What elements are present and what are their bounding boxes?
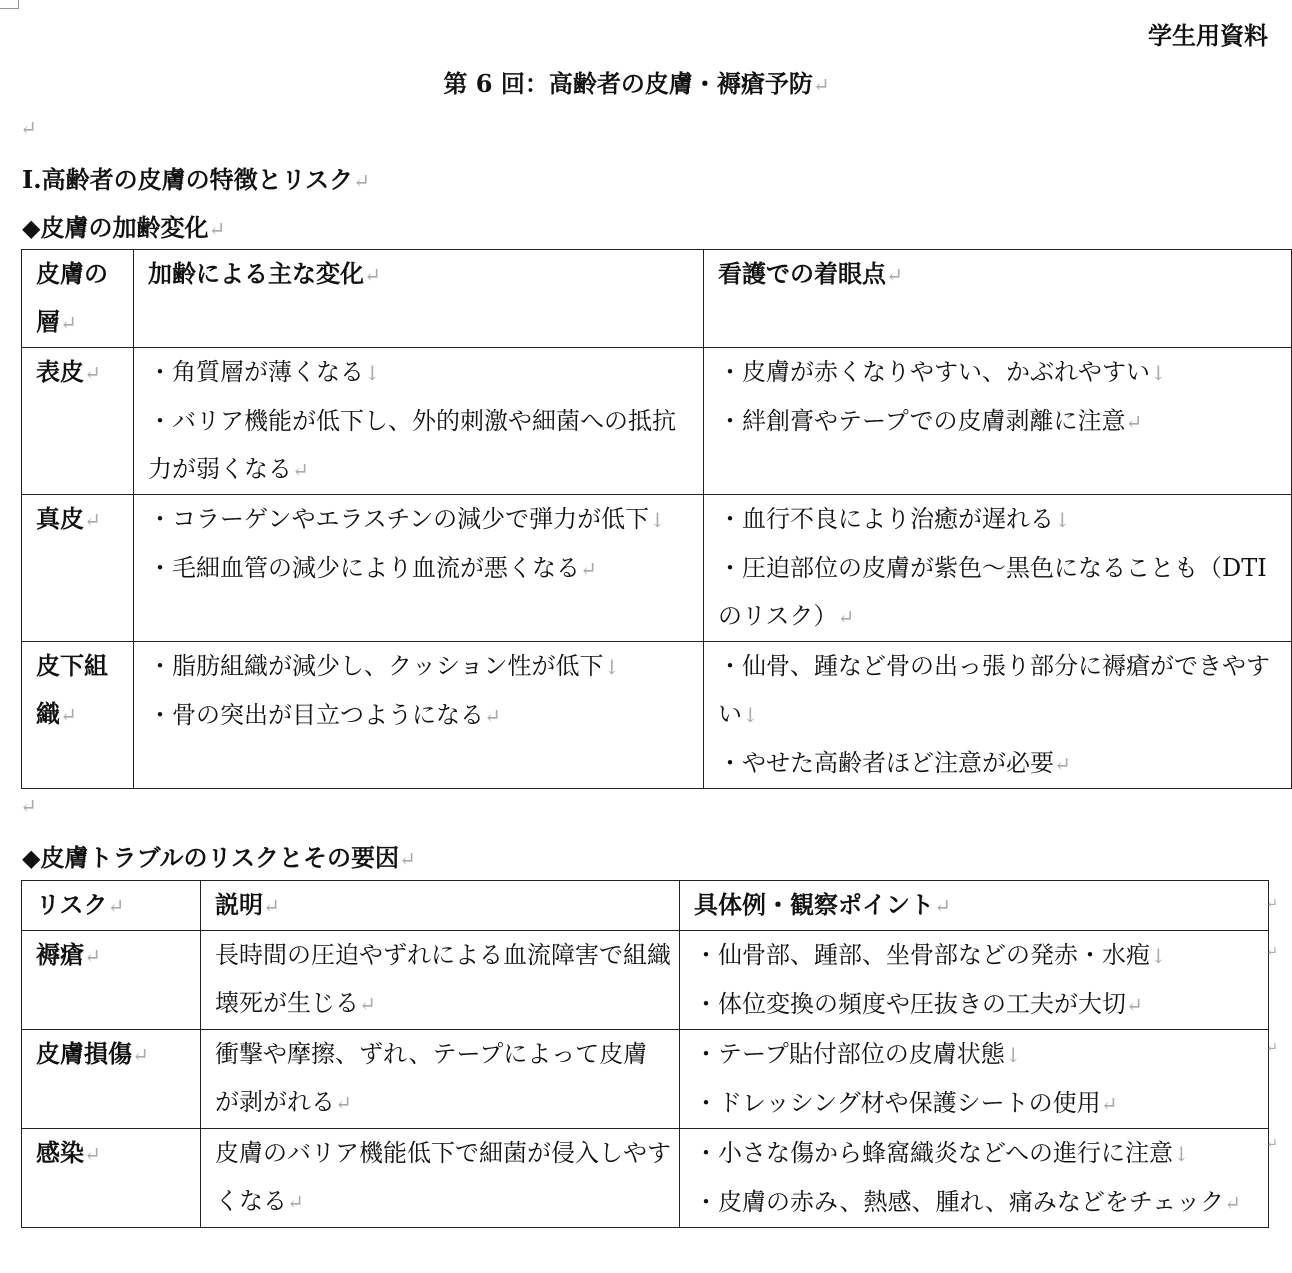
- paragraph-mark: ↵: [1224, 1191, 1241, 1215]
- subheading-skin-aging: [22, 208, 225, 243]
- line-break-mark: ↓: [1150, 361, 1167, 385]
- skin-aging-table: [21, 249, 1292, 789]
- header-aging-changes: [134, 250, 704, 348]
- paragraph-mark: ↵: [84, 361, 101, 385]
- aging-change-text: ・角質層が薄くなる: [148, 358, 364, 386]
- aging-change-text: ・脂肪組織が減少し、クッション性が低下: [148, 652, 604, 680]
- observation-point-text: ・テープ貼付部位の皮膚状態: [694, 1040, 1005, 1068]
- aging-change-line: [148, 642, 695, 691]
- aging-changes-cell: [134, 348, 704, 495]
- table-row: [22, 348, 1292, 495]
- paragraph-mark: ↵: [364, 263, 381, 287]
- document-label: [1148, 16, 1268, 51]
- paragraph-mark: ↵: [359, 992, 376, 1016]
- row-end-mark: ↵: [1266, 1136, 1278, 1152]
- paragraph-mark: ↵: [1054, 752, 1071, 776]
- observation-point-line: [694, 1129, 1260, 1178]
- observation-point-text: ・仙骨部、踵部、坐骨部などの発赤・水疱: [694, 941, 1150, 969]
- header-row: [22, 250, 1292, 348]
- line-break-mark: ↓: [603, 655, 621, 679]
- risk-cell: [22, 1030, 201, 1129]
- observation-points-cell: [680, 931, 1269, 1030]
- paragraph-mark: ↵: [84, 508, 101, 532]
- nursing-point-text: ・絆創膏やテープでの皮膚剥離に注意: [718, 407, 1126, 435]
- line-break-mark: ↓: [364, 361, 381, 385]
- paragraph-mark: ↵: [292, 458, 309, 482]
- paragraph-mark: ↵: [399, 847, 416, 871]
- paragraph-mark: ↵: [812, 73, 830, 97]
- skin-layer-cell: [22, 348, 134, 495]
- header-text: 看護での着眼点: [718, 259, 886, 288]
- aging-change-line: [148, 691, 695, 740]
- nursing-point-text: ・やせた高齢者ほど注意が必要: [718, 749, 1054, 777]
- header-skin-layer: [22, 250, 134, 348]
- paragraph-mark: ↵: [1125, 410, 1143, 434]
- nursing-point-line: [718, 397, 1283, 446]
- risk-text: 感染: [36, 1138, 84, 1167]
- paragraph-mark: ↵: [934, 894, 951, 918]
- header-text: 説明: [215, 890, 263, 919]
- aging-change-text: ・毛細血管の減少により血流が悪くなる: [148, 554, 580, 582]
- nursing-point-line: [718, 495, 1283, 544]
- header-text: リスク: [36, 890, 108, 919]
- risk-text: 皮膚損傷: [36, 1039, 132, 1068]
- nursing-points-cell: [704, 495, 1292, 642]
- paragraph-mark: ↵: [263, 894, 280, 918]
- observation-point-line: [694, 980, 1260, 1029]
- table-row: [22, 931, 1269, 1030]
- header-row: [22, 881, 1269, 931]
- page-corner-mark: [0, 0, 19, 9]
- document-label-text: 学生用資料: [1148, 21, 1268, 50]
- aging-change-line: [148, 397, 695, 494]
- nursing-point-text: ・仙骨、踵など骨の出っ張り部分に褥瘡ができやすい: [718, 652, 1270, 728]
- observation-point-text: ・小さな傷から蜂窩織炎などへの進行に注意: [694, 1139, 1174, 1167]
- line-break-mark: ↓: [1173, 1142, 1190, 1166]
- observation-points-cell: [680, 1129, 1269, 1228]
- skin-risk-table-body: [22, 881, 1269, 1228]
- nursing-point-line: [718, 739, 1283, 788]
- observation-points-cell: [680, 1030, 1269, 1129]
- nursing-point-text: ・皮膚が赤くなりやすい、かぶれやすい: [718, 358, 1150, 386]
- header-text: 皮膚の層: [36, 259, 108, 336]
- paragraph-mark: ↵: [84, 944, 101, 968]
- risk-cell: [22, 931, 201, 1030]
- header-risk: [22, 881, 201, 931]
- empty-paragraph: ↵: [20, 794, 37, 818]
- subheading-text: ◆皮膚の加齢変化: [22, 213, 209, 242]
- line-break-mark: ↓: [742, 703, 759, 727]
- aging-changes-cell: [134, 642, 704, 789]
- skin-layer-text: 真皮: [36, 504, 84, 533]
- observation-point-text: ・皮膚の赤み、熱感、腫れ、痛みなどをチェック: [694, 1188, 1225, 1216]
- paragraph-mark: ↵: [84, 1142, 101, 1166]
- aging-change-line: [148, 544, 695, 593]
- header-observation-points: [680, 881, 1269, 931]
- row-end-mark: ↵: [1266, 944, 1278, 960]
- observation-point-text: ・ドレッシング材や保護シートの使用: [694, 1089, 1101, 1117]
- description-text: 皮膚のバリア機能低下で細菌が侵入しやすくなる: [215, 1139, 671, 1215]
- observation-point-line: [694, 931, 1260, 980]
- nursing-points-cell: [704, 348, 1292, 495]
- header-nursing-points: [704, 250, 1292, 348]
- observation-point-text: ・体位変換の頻度や圧抜きの工夫が大切: [694, 990, 1126, 1018]
- line-break-mark: ↓: [1004, 1043, 1022, 1067]
- skin-layer-text: 皮下組織: [36, 651, 108, 728]
- header-description: [201, 881, 680, 931]
- nursing-point-line: [718, 348, 1283, 397]
- nursing-point-text: ・血行不良により治癒が遅れる: [718, 505, 1054, 533]
- aging-changes-cell: [134, 495, 704, 642]
- page-title-text: 第 6 回：高齢者の皮膚・褥瘡予防: [443, 69, 813, 98]
- empty-paragraph: ↵: [20, 116, 37, 140]
- header-text: 具体例・観察ポイント: [694, 890, 934, 919]
- skin-layer-cell: [22, 495, 134, 642]
- observation-point-line: [694, 1178, 1260, 1227]
- line-break-mark: ↓: [649, 508, 666, 532]
- table-row: [22, 1030, 1269, 1129]
- nursing-point-line: [718, 544, 1283, 641]
- paragraph-mark: ↵: [484, 704, 501, 728]
- subheading-text: ◆皮膚トラブルのリスクとその要因: [22, 843, 400, 872]
- description-cell: [201, 1030, 680, 1129]
- aging-change-text: ・バリア機能が低下し、外的刺激や細菌への抵抗力が弱くなる: [148, 407, 676, 483]
- page-title: [0, 64, 1273, 99]
- aging-change-line: [148, 348, 695, 397]
- skin-aging-table-body: [22, 250, 1292, 789]
- paragraph-mark: ↵: [1126, 993, 1143, 1017]
- paragraph-mark: ↵: [580, 557, 597, 581]
- aging-change-text: ・コラーゲンやエラスチンの減少で弾力が低下: [148, 505, 650, 533]
- paragraph-mark: ↵: [107, 894, 125, 918]
- skin-risk-table: [21, 880, 1269, 1228]
- paragraph-mark: ↵: [886, 263, 903, 287]
- skin-layer-cell: [22, 642, 134, 789]
- line-break-mark: ↓: [1150, 944, 1167, 968]
- description-text: 衝撃や摩擦、ずれ、テープによって皮膚が剥がれる: [215, 1040, 648, 1116]
- header-text: 加齢による主な変化: [148, 259, 364, 288]
- paragraph-mark: ↵: [60, 703, 77, 727]
- table-row: [22, 1129, 1269, 1228]
- subheading-skin-risk: [22, 838, 416, 873]
- paragraph-mark: ↵: [1100, 1092, 1118, 1116]
- risk-cell: [22, 1129, 201, 1228]
- nursing-points-cell: [704, 642, 1292, 789]
- paragraph-mark: ↵: [60, 311, 77, 335]
- description-cell: [201, 1129, 680, 1228]
- risk-text: 褥瘡: [36, 940, 84, 969]
- paragraph-mark: ↵: [132, 1043, 149, 1067]
- description-text: 長時間の圧迫やずれによる血流障害で組織壊死が生じる: [215, 941, 671, 1017]
- observation-point-line: [694, 1079, 1260, 1128]
- aging-change-line: [148, 495, 695, 544]
- section-heading-text: Ⅰ.高齢者の皮膚の特徴とリスク: [22, 165, 354, 194]
- section-heading: [22, 160, 370, 195]
- observation-point-line: [694, 1030, 1260, 1079]
- description-cell: [201, 931, 680, 1030]
- skin-layer-text: 表皮: [36, 357, 84, 386]
- paragraph-mark: ↵: [837, 605, 855, 629]
- table-row: [22, 495, 1292, 642]
- nursing-point-line: [718, 642, 1283, 739]
- table-row: [22, 642, 1292, 789]
- paragraph-mark: ↵: [353, 169, 370, 193]
- row-end-mark: ↵: [1266, 896, 1278, 912]
- paragraph-mark: ↵: [208, 217, 226, 241]
- paragraph-mark: ↵: [287, 1190, 304, 1214]
- row-end-mark: ↵: [1266, 1040, 1278, 1056]
- line-break-mark: ↓: [1054, 508, 1071, 532]
- aging-change-text: ・骨の突出が目立つようになる: [148, 701, 484, 729]
- paragraph-mark: ↵: [335, 1091, 352, 1115]
- nursing-point-text: ・圧迫部位の皮膚が紫色～黒色になることも（DTI のリスク）: [718, 554, 1267, 630]
